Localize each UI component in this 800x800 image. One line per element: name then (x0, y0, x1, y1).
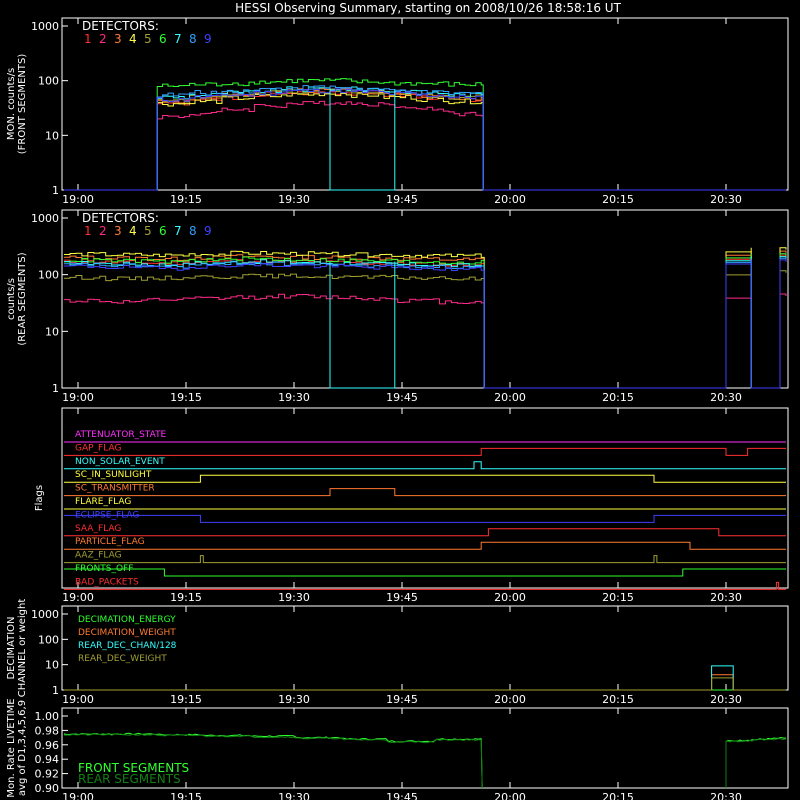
detector-label-5: 5 (144, 32, 152, 46)
y-tick-label: 1 (52, 382, 59, 395)
y-tick-label: 1000 (31, 212, 59, 225)
y-tick-label: 10 (45, 325, 59, 339)
flag-line (64, 569, 786, 576)
y-tick-label: 100 (38, 74, 59, 88)
panel-frame-front (62, 18, 788, 190)
y-tick-label: 1000 (31, 608, 59, 621)
time-tick-label: 20:00 (494, 391, 526, 404)
rear-dec-weight-line (64, 678, 786, 690)
time-tick-label: 19:45 (386, 693, 418, 706)
time-tick-label: 19:30 (278, 391, 310, 404)
flag-line (64, 489, 786, 496)
series-line-front-3 (64, 89, 786, 190)
detector-label-3: 3 (114, 224, 122, 238)
y-tick-label: 100 (38, 633, 59, 647)
flag-line (64, 448, 786, 455)
flag-label: FRONTS_OFF (75, 564, 134, 574)
detector-label-6: 6 (159, 224, 167, 238)
time-tick-label: 20:30 (710, 791, 742, 800)
time-tick-label: 20:30 (710, 391, 742, 404)
detector-label-4: 4 (129, 32, 137, 46)
series-line-front-5 (64, 89, 786, 190)
detector-label-7: 7 (174, 224, 182, 238)
detectors-label: DETECTORS: (82, 211, 159, 225)
y-axis-label: DECIMATION (6, 616, 17, 680)
detector-label-8: 8 (189, 32, 197, 46)
detector-label-6: 6 (159, 32, 167, 46)
detector-label-5: 5 (144, 224, 152, 238)
time-tick-label: 20:15 (602, 693, 634, 706)
series-line-rear-1 (64, 255, 786, 388)
series-line-front-6 (64, 79, 786, 190)
y-axis-label: Mon. Rate LIVETIME (6, 698, 17, 798)
time-tick-label: 20:00 (494, 193, 526, 206)
time-tick-label: 19:00 (62, 391, 94, 404)
flag-label: FLARE_FLAG (75, 497, 132, 507)
flag-label: AAZ_FLAG (75, 550, 122, 561)
time-tick-label: 19:00 (62, 791, 94, 800)
flag-line (64, 515, 786, 522)
flag-line (64, 475, 786, 482)
detector-label-1: 1 (84, 32, 92, 46)
series-line-front-4 (64, 93, 786, 190)
series-line-rear-3 (64, 251, 786, 388)
flag-label: SAA_FLAG (75, 523, 122, 534)
y-tick-label: 0.98 (34, 724, 59, 738)
y-axis-label: CHANNEL or weight (17, 598, 28, 698)
y-tick-label: 1 (52, 684, 59, 697)
decimation-legend: REAR_DEC_WEIGHT (78, 654, 167, 664)
decimation-legend: DECIMATION_ENERGY (78, 615, 176, 625)
y-axis-label: avg of D1,3,4,5,6,9 (17, 699, 28, 797)
series-line-front-2 (64, 101, 786, 190)
flag-label: SC_IN_SUNLIGHT (75, 470, 152, 481)
time-tick-label: 19:45 (386, 791, 418, 800)
time-tick-label: 20:15 (602, 591, 634, 604)
decimation-legend: DECIMATION_WEIGHT (78, 628, 176, 638)
time-tick-label: 20:30 (710, 591, 742, 604)
time-tick-label: 20:30 (710, 193, 742, 206)
series-line-rear-7 (64, 257, 786, 388)
y-tick-label: 0.94 (34, 753, 59, 767)
y-tick-label: 10 (45, 129, 59, 143)
series-line-rear-2 (64, 294, 786, 388)
time-tick-label: 20:15 (602, 791, 634, 800)
series-line-rear-6 (64, 254, 786, 388)
y-axis-label: MON. counts/s (6, 67, 17, 141)
time-tick-label: 19:15 (170, 193, 202, 206)
livetime-legend: FRONT SEGMENTS (78, 761, 190, 775)
detector-label-4: 4 (129, 224, 137, 238)
y-axis-label: counts/s (6, 277, 17, 321)
flag-line (64, 462, 786, 469)
y-tick-label: 100 (38, 268, 59, 282)
time-tick-label: 19:45 (386, 591, 418, 604)
detectors-label: DETECTORS: (82, 19, 159, 33)
time-tick-label: 19:15 (170, 791, 202, 800)
flag-label: GAP_FLAG (75, 443, 122, 454)
time-tick-label: 20:15 (602, 193, 634, 206)
y-axis-label: (FRONT SEGMENTS) (17, 53, 28, 155)
flag-line (64, 529, 786, 536)
flag-label: ECLIPSE_FLAG (75, 510, 140, 521)
y-tick-label: 10 (45, 658, 59, 672)
flag-label: BAD_PACKETS (75, 577, 139, 588)
time-tick-label: 19:45 (386, 193, 418, 206)
time-tick-label: 19:30 (278, 591, 310, 604)
detector-label-2: 2 (99, 224, 107, 238)
time-tick-label: 20:30 (710, 693, 742, 706)
time-tick-label: 19:00 (62, 693, 94, 706)
series-line-front-7 (64, 87, 786, 190)
detector-label-9: 9 (204, 224, 212, 238)
y-tick-label: 0.92 (34, 767, 59, 781)
time-tick-label: 19:30 (278, 693, 310, 706)
time-tick-label: 20:00 (494, 693, 526, 706)
detector-label-8: 8 (189, 224, 197, 238)
time-tick-label: 20:15 (602, 391, 634, 404)
series-dropout-rear-7 (330, 262, 395, 388)
flag-label: ATTENUATOR_STATE (75, 430, 167, 440)
y-tick-label: 0.96 (34, 738, 59, 752)
series-line-rear-5 (64, 271, 786, 388)
y-axis-label: (REAR SEGMENTS) (17, 252, 28, 346)
y-tick-label: 1.00 (34, 710, 59, 723)
series-line-front-9 (64, 89, 786, 190)
time-tick-label: 19:00 (62, 193, 94, 206)
detector-label-7: 7 (174, 32, 182, 46)
panel-frame-flags (62, 408, 788, 588)
time-tick-label: 19:00 (62, 591, 94, 604)
detector-label-1: 1 (84, 224, 92, 238)
time-tick-label: 19:30 (278, 791, 310, 800)
decimation-legend: REAR_DEC_CHAN/128 (78, 641, 177, 651)
time-tick-label: 20:00 (494, 791, 526, 800)
y-tick-label: 1 (52, 184, 59, 197)
time-tick-label: 19:15 (170, 693, 202, 706)
y-axis-label: Flags (34, 484, 45, 512)
flag-line (64, 542, 786, 549)
detector-label-9: 9 (204, 32, 212, 46)
decimation-weight-line (64, 675, 786, 690)
time-tick-label: 20:00 (494, 591, 526, 604)
time-tick-label: 19:45 (386, 391, 418, 404)
y-tick-label: 0.90 (34, 782, 59, 795)
livetime-legend: REAR SEGMENTS (78, 772, 181, 786)
flag-line (64, 556, 786, 563)
flag-label: PARTICLE_FLAG (75, 537, 145, 548)
flag-label: SC_TRANSMITTER (75, 483, 155, 494)
detector-label-2: 2 (99, 32, 107, 46)
series-line-rear-8 (64, 258, 786, 388)
flag-label: NON_SOLAR_EVENT (75, 456, 165, 467)
y-tick-label: 1000 (31, 20, 59, 33)
time-tick-label: 19:15 (170, 591, 202, 604)
time-tick-label: 19:30 (278, 193, 310, 206)
chart-title: HESSI Observing Summary, starting on 2008/10/26 18:58:16 UT (235, 1, 621, 15)
rear-dec-chan-line (64, 666, 786, 690)
detector-label-3: 3 (114, 32, 122, 46)
time-tick-label: 19:15 (170, 391, 202, 404)
